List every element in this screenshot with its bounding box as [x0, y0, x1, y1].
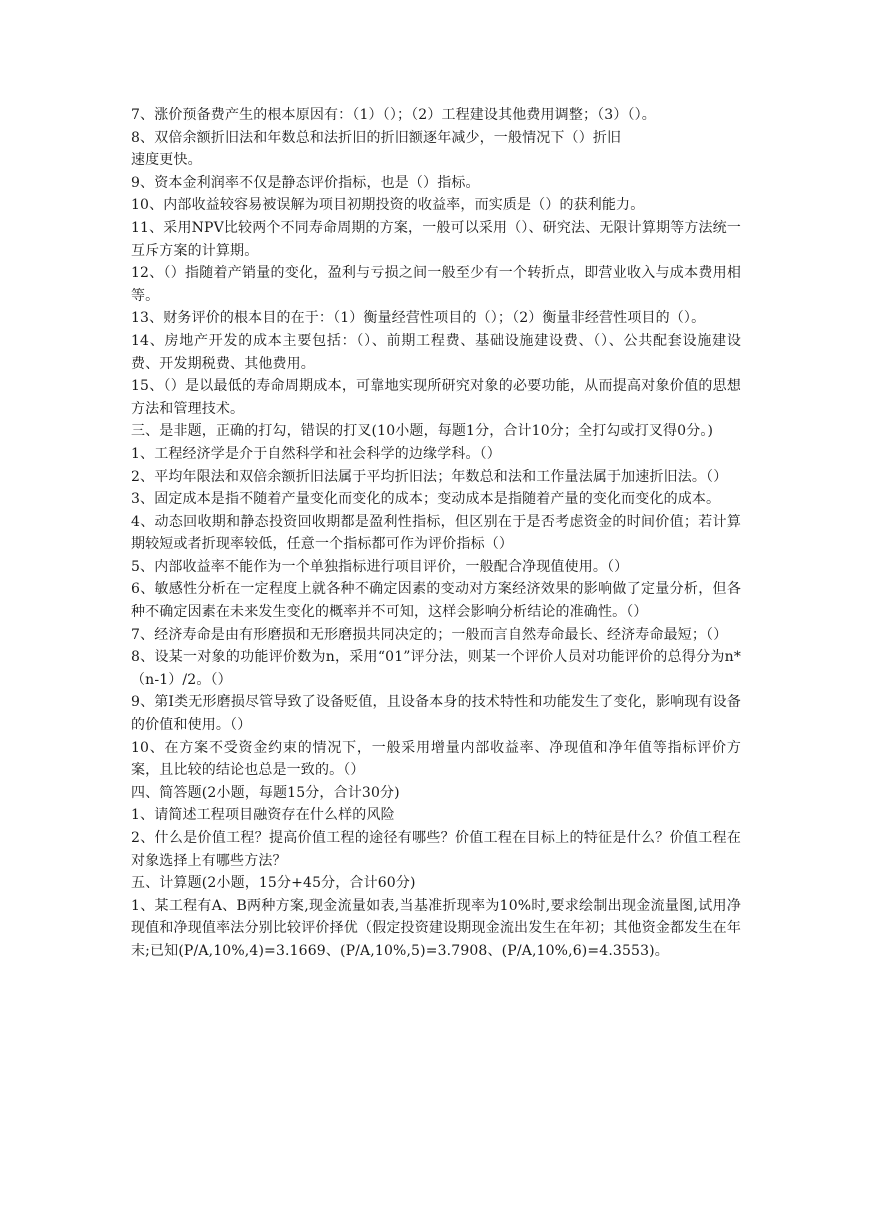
- fill-blank-question-8: 8、双倍余额折旧法和年数总和法折旧的折旧额逐年减少，一般情况下（）折旧: [131, 129, 622, 146]
- fill-blank-question-8-continued: 速度更快。: [131, 152, 202, 169]
- true-false-question-10: 10、在方案不受资金约束的情况下，一般采用增量内部收益率、净现值和净年值等指标评价方案，且比较的结论也总是一致的。（）: [131, 739, 741, 779]
- fill-blank-question-7: 7、涨价预备费产生的根本原因有：（1）（）；（2）工程建设其他费用调整；（3）（）。: [131, 107, 656, 123]
- true-false-question-1: 1、工程经济学是介于自然科学和社会科学的边缘学科。（）: [131, 445, 501, 462]
- calculation-question-1: 1、某工程有A、B两种方案,现金流量如表,当基准折现率为10%时,要求绘制出现金流量图,试用净现值和净现值率法分别比较评价择优（假定投资建设期现金流出发生在年初；其他资金都发生在年末;已知(P/A,10%,4)=3.1669、(P/A,10%,5)=3.7908、(P/A,10%,6)=4.3553)。: [131, 897, 741, 959]
- true-false-question-6: 6、敏感性分析在一定程度上就各种不确定因素的变动对方案经济效果的影响做了定量分析，但各种不确定因素在未来发生变化的概率并不可知，这样会影响分析结论的准确性。（）: [131, 581, 741, 621]
- section-heading-short-answer: 四、简答题(2小题，每题15分，合计30分): [131, 784, 400, 801]
- short-answer-question-1: 1、请简述工程项目融资存在什么样的风险: [131, 807, 395, 824]
- fill-blank-question-15: 15、（）是以最低的寿命周期成本，可靠地实现所研究对象的必要功能，从而提高对象价值的思想方法和管理技术。: [131, 378, 741, 417]
- fill-blank-question-9: 9、资本金利润率不仅是静态评价指标，也是（）指标。: [131, 174, 480, 191]
- fill-blank-question-12: 12、（）指随着产销量的变化，盈利与亏损之间一般至少有一个转折点，即营业收入与成本费用相等。: [131, 265, 741, 304]
- true-false-question-8: 8、设某一对象的功能评价数为n，采用“01”评分法，则某一个评价人员对功能评价的总得分为n*（n-1）/2。（）: [131, 649, 741, 688]
- true-false-question-9: 9、第Ⅰ类无形磨损尽管导致了设备贬值，且设备本身的技术特性和功能发生了变化，影响现有设备的价值和使用。（）: [131, 694, 741, 734]
- section-heading-calculation: 五、计算题(2小题，15分+45分，合计60分): [131, 875, 416, 892]
- true-false-question-5: 5、内部收益率不能作为一个单独指标进行项目评价，一般配合净现值使用。（）: [131, 558, 629, 575]
- short-answer-question-2: 2、什么是价值工程？提高价值工程的途径有哪些？价值工程在目标上的特征是什么？价值工程在对象选择上有哪些方法？: [131, 830, 741, 869]
- document-body: [131, 104, 741, 963]
- true-false-question-3: 3、固定成本是指不随着产量变化而变化的成本；变动成本是指随着产量的变化而变化的成本。: [131, 491, 721, 508]
- true-false-question-4: 4、动态回收期和静态投资回收期都是盈利性指标，但区别在于是否考虑资金的时间价值；若计算期较短或者折现率较低，任意一个指标都可作为评价指标（）: [131, 513, 741, 553]
- fill-blank-question-14: 14、房地产开发的成本主要包括：（）、前期工程费、基础设施建设费、（）、公共配套设施建设费、开发期税费、其他费用。: [131, 332, 741, 372]
- section-heading-true-false: 三、是非题，正确的打勾，错误的打叉(10小题，每题1分，合计10分；全打勾或打叉得0分。): [131, 423, 714, 440]
- true-false-question-7: 7、经济寿命是由有形磨损和无形磨损共同决定的；一般而言自然寿命最长、经济寿命最短；（）: [131, 626, 728, 643]
- fill-blank-question-13: 13、财务评价的根本目的在于：（1）衡量经营性项目的（）；（2）衡量非经营性项目的（）。: [131, 310, 706, 327]
- fill-blank-question-10: 10、内部收益较容易被误解为项目初期投资的收益率，而实质是（）的获利能力。: [131, 197, 645, 214]
- fill-blank-question-11: 11、采用NPV比较两个不同寿命周期的方案，一般可以采用（）、研究法、无限计算期等方法统一互斥方案的计算期。: [131, 219, 741, 259]
- true-false-question-2: 2、平均年限法和双倍余额折旧法属于平均折旧法；年数总和法和工作量法属于加速折旧法。（）: [131, 468, 728, 485]
